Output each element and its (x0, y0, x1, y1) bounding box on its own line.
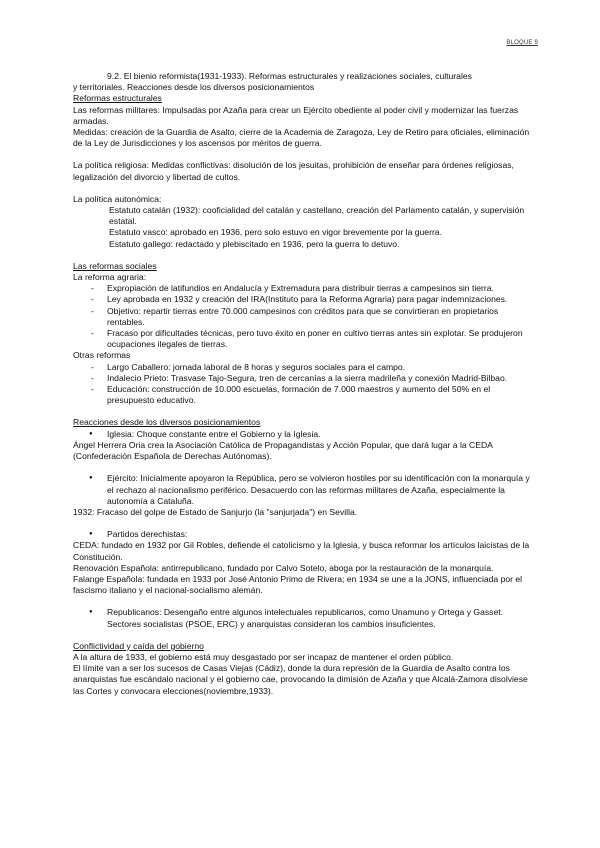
paragraph-medidas: Medidas: creación de la Guardia de Asalto, cierre de la Academia de Zaragoza, Ley de Retiro para oficiales, eliminación de la Ley de Jurisdicciones y los ascensos por méritos de guerra. (73, 127, 530, 149)
list-item: - Largo Caballero: jornada laboral de 8 horas y seguros sociales para el campo. (73, 362, 531, 373)
estatuto-vasco: Estatuto vasco: aprobado en 1936, pero solo estuvo en vigor brevemente por la guerra. (109, 227, 442, 238)
heading-caida-gobierno: Conflictividad y caída del gobierno (73, 640, 204, 651)
paragraph-ejercito: 1932: Fracaso del golpe de Estado de Sanjurjo (la "sanjurjada") en Sevilla. (73, 506, 358, 517)
label-otras-reformas: Otras reformas (73, 350, 131, 361)
bullet-republicanos: ● Republicanos: Desengaño entre algunos intelectuales republicanos, como Unamuno y Ortega y Gasset. Sectores socialistas (PSOE, ERC) y anarquistas consideran los cambios insuficientes. (73, 607, 531, 629)
paragraph-ceda: CEDA: fundado en 1932 por Gil Robles, defiende el catolicismo y la Iglesia, y busca reformar los artículos laicistas de la Constitución. (73, 540, 530, 562)
list-item: - Educación: construcción de 10.000 escuelas, formación de 7.000 maestros y aumento del 50% en el presupuesto educativo. (73, 384, 531, 406)
paragraph-falange: Falange Española: fundada en 1933 por José Antonio Primo de Rivera; en 1934 se une a la JONS, influenciada por el fascismo italiano y el nacional-socialismo alemán. (73, 573, 523, 596)
list-item: - Indalecio Prieto: Trasvase Tajo-Segura, tren de cercanías a la sierra madrileña y conexión Madrid-Bilbao. (73, 373, 531, 384)
heading-reacciones: Reacciones desde los diversos posicionamientos (73, 417, 261, 428)
paragraph-renovacion: Renovación Española: antirrepublicano, fundado por Calvo Sotelo, aboga por la restauración de la monarquía. (73, 562, 494, 573)
label-reforma-agraria: La reforma agraria: (73, 272, 147, 283)
paragraph-religiosa: La política religiosa: Medidas conflictivas: disolución de los jesuitas, prohibición de enseñar para órdenes religiosas, legalización del divorcio y libertad de cultos. (73, 160, 514, 182)
document-body (73, 71, 531, 697)
section-title-continued: y territoriales. Reacciones desde los diversos posicionamientos (73, 82, 315, 93)
list-reforma-agraria (73, 283, 531, 350)
heading-reformas-estructurales: Reformas estructurales (73, 93, 162, 104)
list-item: - Expropiación de latifundios en Andalucía y Extremadura para distribuir tierras a campesinos sin tierra. (73, 283, 531, 294)
list-item: - Objetivo: repartir tierras entre 70.000 campesinos con créditos para que se convirtieran en propietarios rentables. (73, 306, 531, 328)
bullet-iglesia: ● Iglesia: Choque constante entre el Gobierno y la Iglesia. (73, 429, 531, 440)
bullet-derechistas: ● Partidos derechistas: (73, 529, 531, 540)
list-item: - Fracaso por dificultades técnicas, pero tuvo éxito en poner en cultivo tierras antes sin explotar. Se produjeron ocupaciones ilegales de tierras. (73, 328, 531, 350)
list-otras-reformas (73, 362, 531, 407)
estatuto-catalan: Estatuto catalán (1932): cooficialidad del catalán y castellano, creación del Parlamento catalán, y supervisión estatal. (109, 205, 525, 227)
paragraph-iglesia: Ángel Herrera Oria crea la Asociación Católica de Propagandistas y Acción Popular, que dará lugar a la CEDA (Confederación Española de Derechas Autónomas). (73, 439, 493, 462)
paragraph-caida-1: A la altura de 1933, el gobierno está muy desgastado por ser incapaz de mantener el orden público. (73, 651, 454, 662)
label-autonomica: La política autonómica: (73, 193, 162, 204)
section-title: 9.2. El bienio reformista(1931-1933). Reformas estructurales y realizaciones sociales, culturales (107, 71, 472, 81)
paragraph-militares: Las reformas militares: Impulsadas por Azaña para crear un Ejército obediente al poder civil y modernizar las fuerzas armadas. (73, 104, 519, 126)
bullet-ejercito: ● Ejército: Inicialmente apoyaron la República, pero se volvieron hostiles por su identificación con la monarquía y el rechazo al nacionalismo periférico. Desacuerdo con las reformas militares de Azaña, especialmente la autonomía a Cataluña. (73, 473, 531, 507)
paragraph-caida-2: El límite van a ser los sucesos de Casas Viejas (Cádiz), donde la dura represión de la Guardia de Asalto contra los anarquistas fue escándalo nacional y el gobierno cae, provocando la dimisión de Azaña y que Alcalá-Zamora disolviese las Cortes y convocara elecciones(noviembre,1933). (73, 663, 528, 696)
heading-reformas-sociales: Las reformas sociales (73, 260, 157, 271)
estatuto-gallego: Estatuto gallego: redactado y plebiscitado en 1936, pero la guerra lo detuvo. (109, 238, 400, 249)
list-item: - Ley aprobada en 1932 y creación del IRA(Instituto para la Reforma Agraria) para pagar indemnizaciones. (73, 294, 531, 305)
block-tag: BLOQUE 9 (506, 40, 538, 46)
